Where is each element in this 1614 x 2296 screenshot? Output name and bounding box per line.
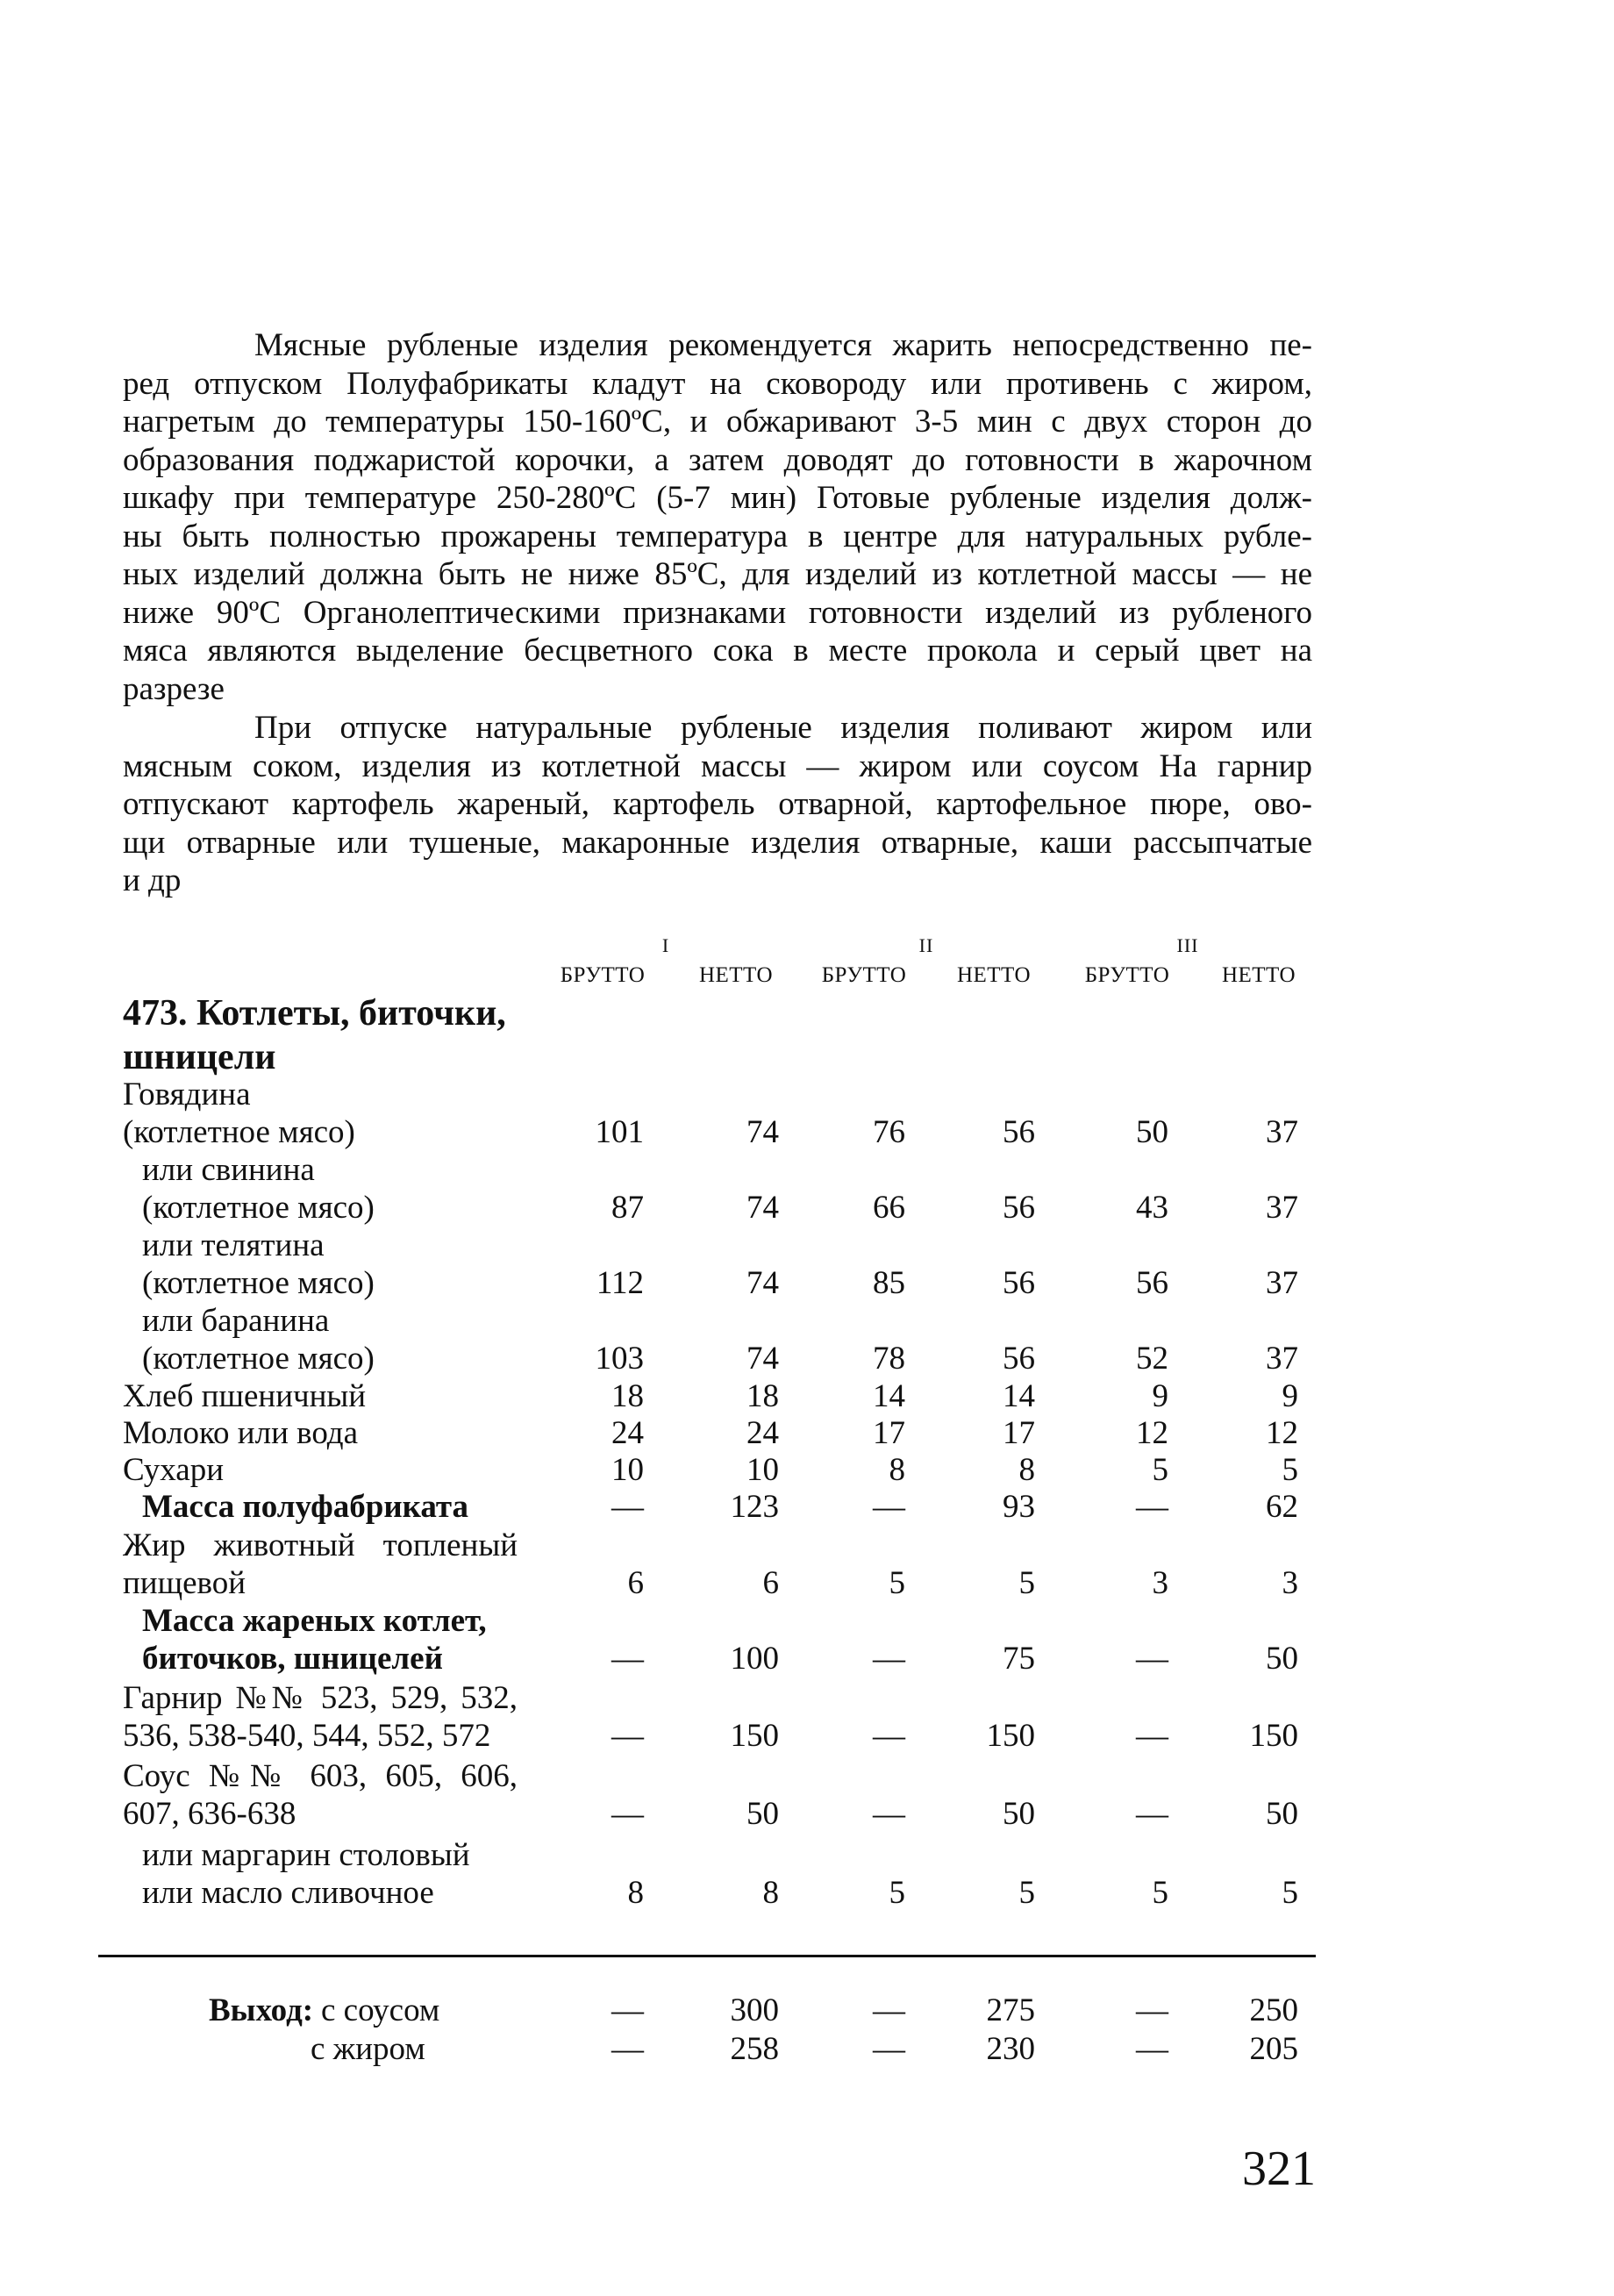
row-label: [123, 1757, 518, 1833]
cell-value: 17: [1003, 1415, 1035, 1451]
cell-value: 230: [986, 2031, 1035, 2067]
row-label-line: (котлетное мясо): [142, 1265, 375, 1301]
row-label: [123, 1377, 366, 1415]
cell-value: 52: [1136, 1341, 1168, 1377]
cell-value: 123: [730, 1489, 779, 1525]
text-line: щи отварные или тушеные, макаронные изделия отварные, каши рассыпчатые: [123, 824, 1312, 861]
cell-value: 5: [1282, 1452, 1298, 1488]
cell-value: 8: [762, 1875, 779, 1911]
cell-value: 3: [1282, 1565, 1298, 1601]
row-label: [123, 1302, 375, 1377]
cell-value: 85: [873, 1265, 905, 1301]
recipe-title-line: шницели: [123, 1037, 276, 1077]
cell-value: 43: [1136, 1190, 1168, 1226]
cell-value: 14: [873, 1378, 905, 1414]
row-label-line: Масса жареных котлет,: [142, 1603, 487, 1639]
row-label-line: или телятина: [142, 1227, 325, 1263]
row-label: [142, 1488, 468, 1526]
row-label-line: Масса полуфабриката: [142, 1489, 469, 1525]
row-label-line: или маргарин столовый: [142, 1837, 470, 1873]
cell-value: 8: [889, 1452, 905, 1488]
cell-value: 37: [1266, 1265, 1298, 1301]
cell-value: 74: [746, 1114, 779, 1150]
cell-value: 18: [611, 1378, 644, 1414]
cell-value: 24: [611, 1415, 644, 1451]
text-line: ны быть полностью прожарены температура в центре для натуральных рубле-: [123, 518, 1312, 554]
cell-value: 93: [1003, 1489, 1035, 1525]
text-line: мяса являются выделение бесцветного сока в месте прокола и серый цвет на: [123, 633, 1312, 669]
cell-value: 56: [1136, 1265, 1168, 1301]
group-header-1: I: [661, 934, 670, 956]
cell-value: 14: [1003, 1378, 1035, 1414]
cell-value: 150: [986, 1718, 1035, 1754]
cell-value: 100: [730, 1641, 779, 1677]
yield-row-label: с соусом: [321, 1992, 440, 2028]
row-label-line: пищевой: [123, 1565, 246, 1601]
cell-value: —: [611, 2031, 644, 2067]
row-label: [142, 1602, 487, 1677]
cell-value: 62: [1266, 1489, 1298, 1525]
cell-value: 50: [1136, 1114, 1168, 1150]
cell-value: 3: [1152, 1565, 1168, 1601]
cell-value: 5: [1282, 1875, 1298, 1911]
cell-value: 150: [1249, 1718, 1298, 1754]
cell-value: 8: [627, 1875, 644, 1911]
cell-value: —: [873, 1718, 905, 1754]
cell-value: 50: [1266, 1796, 1298, 1832]
yield-label: Выход:: [209, 1992, 314, 2028]
row-label-line: Говядина: [123, 1076, 251, 1112]
cell-value: 76: [873, 1114, 905, 1150]
paragraph-frying: [123, 326, 1312, 708]
page-number: 321: [1242, 2142, 1316, 2196]
row-label: [123, 1076, 355, 1151]
cell-value: 75: [1003, 1641, 1035, 1677]
row-label-line: 536, 538-540, 544, 552, 572: [123, 1718, 491, 1754]
cell-value: —: [611, 1718, 644, 1754]
row-label-line: или свинина: [142, 1152, 315, 1188]
cell-value: 150: [730, 1718, 779, 1754]
text-line: и др: [123, 862, 182, 898]
text-line: Мясные рубленые изделия рекомендуется жарить непосредственно пе-: [254, 327, 1312, 363]
cell-value: 6: [762, 1565, 779, 1601]
cell-value: 50: [1266, 1641, 1298, 1677]
recipe-title-line: 473. Котлеты, биточки,: [123, 993, 506, 1034]
column-header-brutto: БРУТТО: [560, 963, 646, 987]
row-label: [123, 1227, 375, 1302]
cell-value: 275: [986, 1992, 1035, 2028]
column-header-brutto: БРУТТО: [1084, 963, 1170, 987]
row-label-line: Молоко или вода: [123, 1415, 359, 1451]
cell-value: 12: [1266, 1415, 1298, 1451]
row-label-line: (котлетное мясо): [142, 1341, 375, 1377]
group-header-2: II: [918, 934, 934, 956]
cell-value: —: [611, 1489, 644, 1525]
row-label: [123, 1679, 518, 1755]
cell-value: 5: [889, 1875, 905, 1911]
cell-value: —: [1136, 1796, 1168, 1832]
cell-value: 18: [746, 1378, 779, 1414]
cell-value: 300: [730, 1992, 779, 2028]
cell-value: 74: [746, 1265, 779, 1301]
cell-value: —: [873, 1489, 905, 1525]
cell-value: —: [611, 1796, 644, 1832]
column-header-brutto: БРУТТО: [821, 963, 907, 987]
cell-value: 5: [1018, 1875, 1035, 1911]
cell-value: 10: [611, 1452, 644, 1488]
cell-value: 9: [1282, 1378, 1298, 1414]
text-line: отпускают картофель жареный, картофель отварной, картофельное пюре, ово-: [123, 786, 1312, 822]
text-line: мясным соком, изделия из котлетной массы — жиром или соусом На гарнир: [123, 747, 1312, 784]
cell-value: —: [611, 1641, 644, 1677]
row-label: [123, 1414, 358, 1452]
row-label-line: Сухари: [123, 1452, 224, 1488]
yield-row-label: с жиром: [311, 2031, 425, 2067]
row-label-line: (котлетное мясо): [123, 1114, 355, 1150]
cell-value: 8: [1018, 1452, 1035, 1488]
row-label: [123, 1836, 470, 1912]
cell-value: 37: [1266, 1190, 1298, 1226]
text-line: ниже 90ºС Органолептическими признаками готовности изделий из рубленого: [123, 594, 1312, 631]
cell-value: 56: [1003, 1265, 1035, 1301]
cell-value: 5: [1152, 1452, 1168, 1488]
row-label-line: 607, 636-638: [123, 1796, 296, 1832]
cell-value: —: [1136, 1489, 1168, 1525]
text-line: При отпуске натуральные рубленые изделия поливают жиром или: [254, 710, 1312, 746]
table-divider: [98, 1955, 1316, 1957]
cell-value: 103: [595, 1341, 644, 1377]
cell-value: 5: [1152, 1875, 1168, 1911]
cell-value: 12: [1136, 1415, 1168, 1451]
cell-value: 250: [1249, 1992, 1298, 2028]
cell-value: —: [1136, 1992, 1168, 2028]
row-label: [123, 1151, 375, 1227]
cell-value: 50: [746, 1796, 779, 1832]
cell-value: 6: [627, 1565, 644, 1601]
row-label: [123, 1527, 518, 1602]
column-header-netto: НЕТТО: [1221, 963, 1296, 987]
cell-value: 56: [1003, 1190, 1035, 1226]
recipe-title: [123, 991, 506, 1079]
cell-value: —: [873, 1992, 905, 2028]
cell-value: 37: [1266, 1341, 1298, 1377]
row-label-line: Гарнир №№ 523, 529, 532,: [123, 1680, 518, 1716]
column-header-netto: НЕТТО: [698, 963, 774, 987]
cell-value: 10: [746, 1452, 779, 1488]
row-label-line: Хлеб пшеничный: [123, 1378, 367, 1414]
cell-value: 66: [873, 1190, 905, 1226]
row-label-line: или масло сливочное: [142, 1875, 434, 1911]
cell-value: 56: [1003, 1341, 1035, 1377]
cell-value: 78: [873, 1341, 905, 1377]
cell-value: 17: [873, 1415, 905, 1451]
cell-value: 258: [730, 2031, 779, 2067]
cell-value: 5: [889, 1565, 905, 1601]
cell-value: —: [611, 1992, 644, 2028]
text-line: образования поджаристой корочки, а затем доводят до готовности в жарочном: [123, 441, 1312, 478]
text-line: разрезе: [123, 670, 225, 707]
cell-value: 9: [1152, 1378, 1168, 1414]
cell-value: 205: [1249, 2031, 1298, 2067]
text-line: нагретым до температуры 150-160ºС, и обжаривают 3-5 мин с двух сторон до: [123, 404, 1312, 440]
cell-value: 87: [611, 1190, 644, 1226]
group-header-3: III: [1176, 934, 1199, 956]
cell-value: 37: [1266, 1114, 1298, 1150]
row-label-line: Соус №№ 603, 605, 606,: [123, 1758, 518, 1794]
cell-value: 50: [1003, 1796, 1035, 1832]
row-label-line: биточков, шницелей: [142, 1641, 443, 1677]
cell-value: 74: [746, 1341, 779, 1377]
row-label-line: (котлетное мясо): [142, 1190, 375, 1226]
cell-value: —: [873, 1641, 905, 1677]
cell-value: 5: [1018, 1565, 1035, 1601]
cell-value: —: [873, 2031, 905, 2067]
cell-value: —: [1136, 1641, 1168, 1677]
row-label-line: Жир животный топленый: [123, 1527, 518, 1563]
cell-value: —: [1136, 2031, 1168, 2067]
cell-value: 24: [746, 1415, 779, 1451]
cell-value: 112: [596, 1265, 644, 1301]
cell-value: 56: [1003, 1114, 1035, 1150]
column-header-netto: НЕТТО: [956, 963, 1032, 987]
row-label-line: или баранина: [142, 1303, 330, 1339]
text-line: ред отпуском Полуфабрикаты кладут на сковороду или противень с жиром,: [123, 365, 1312, 402]
cell-value: —: [873, 1796, 905, 1832]
paragraph-serving: [123, 709, 1312, 900]
text-line: ных изделий должна быть не ниже 85ºС, для изделий из котлетной массы — не: [123, 556, 1312, 592]
cell-value: —: [1136, 1718, 1168, 1754]
cell-value: 74: [746, 1190, 779, 1226]
cell-value: 101: [595, 1114, 644, 1150]
text-line: шкафу при температуре 250-280ºС (5-7 мин) Готовые рубленые изделия долж-: [123, 480, 1312, 516]
row-label: [123, 1451, 224, 1489]
